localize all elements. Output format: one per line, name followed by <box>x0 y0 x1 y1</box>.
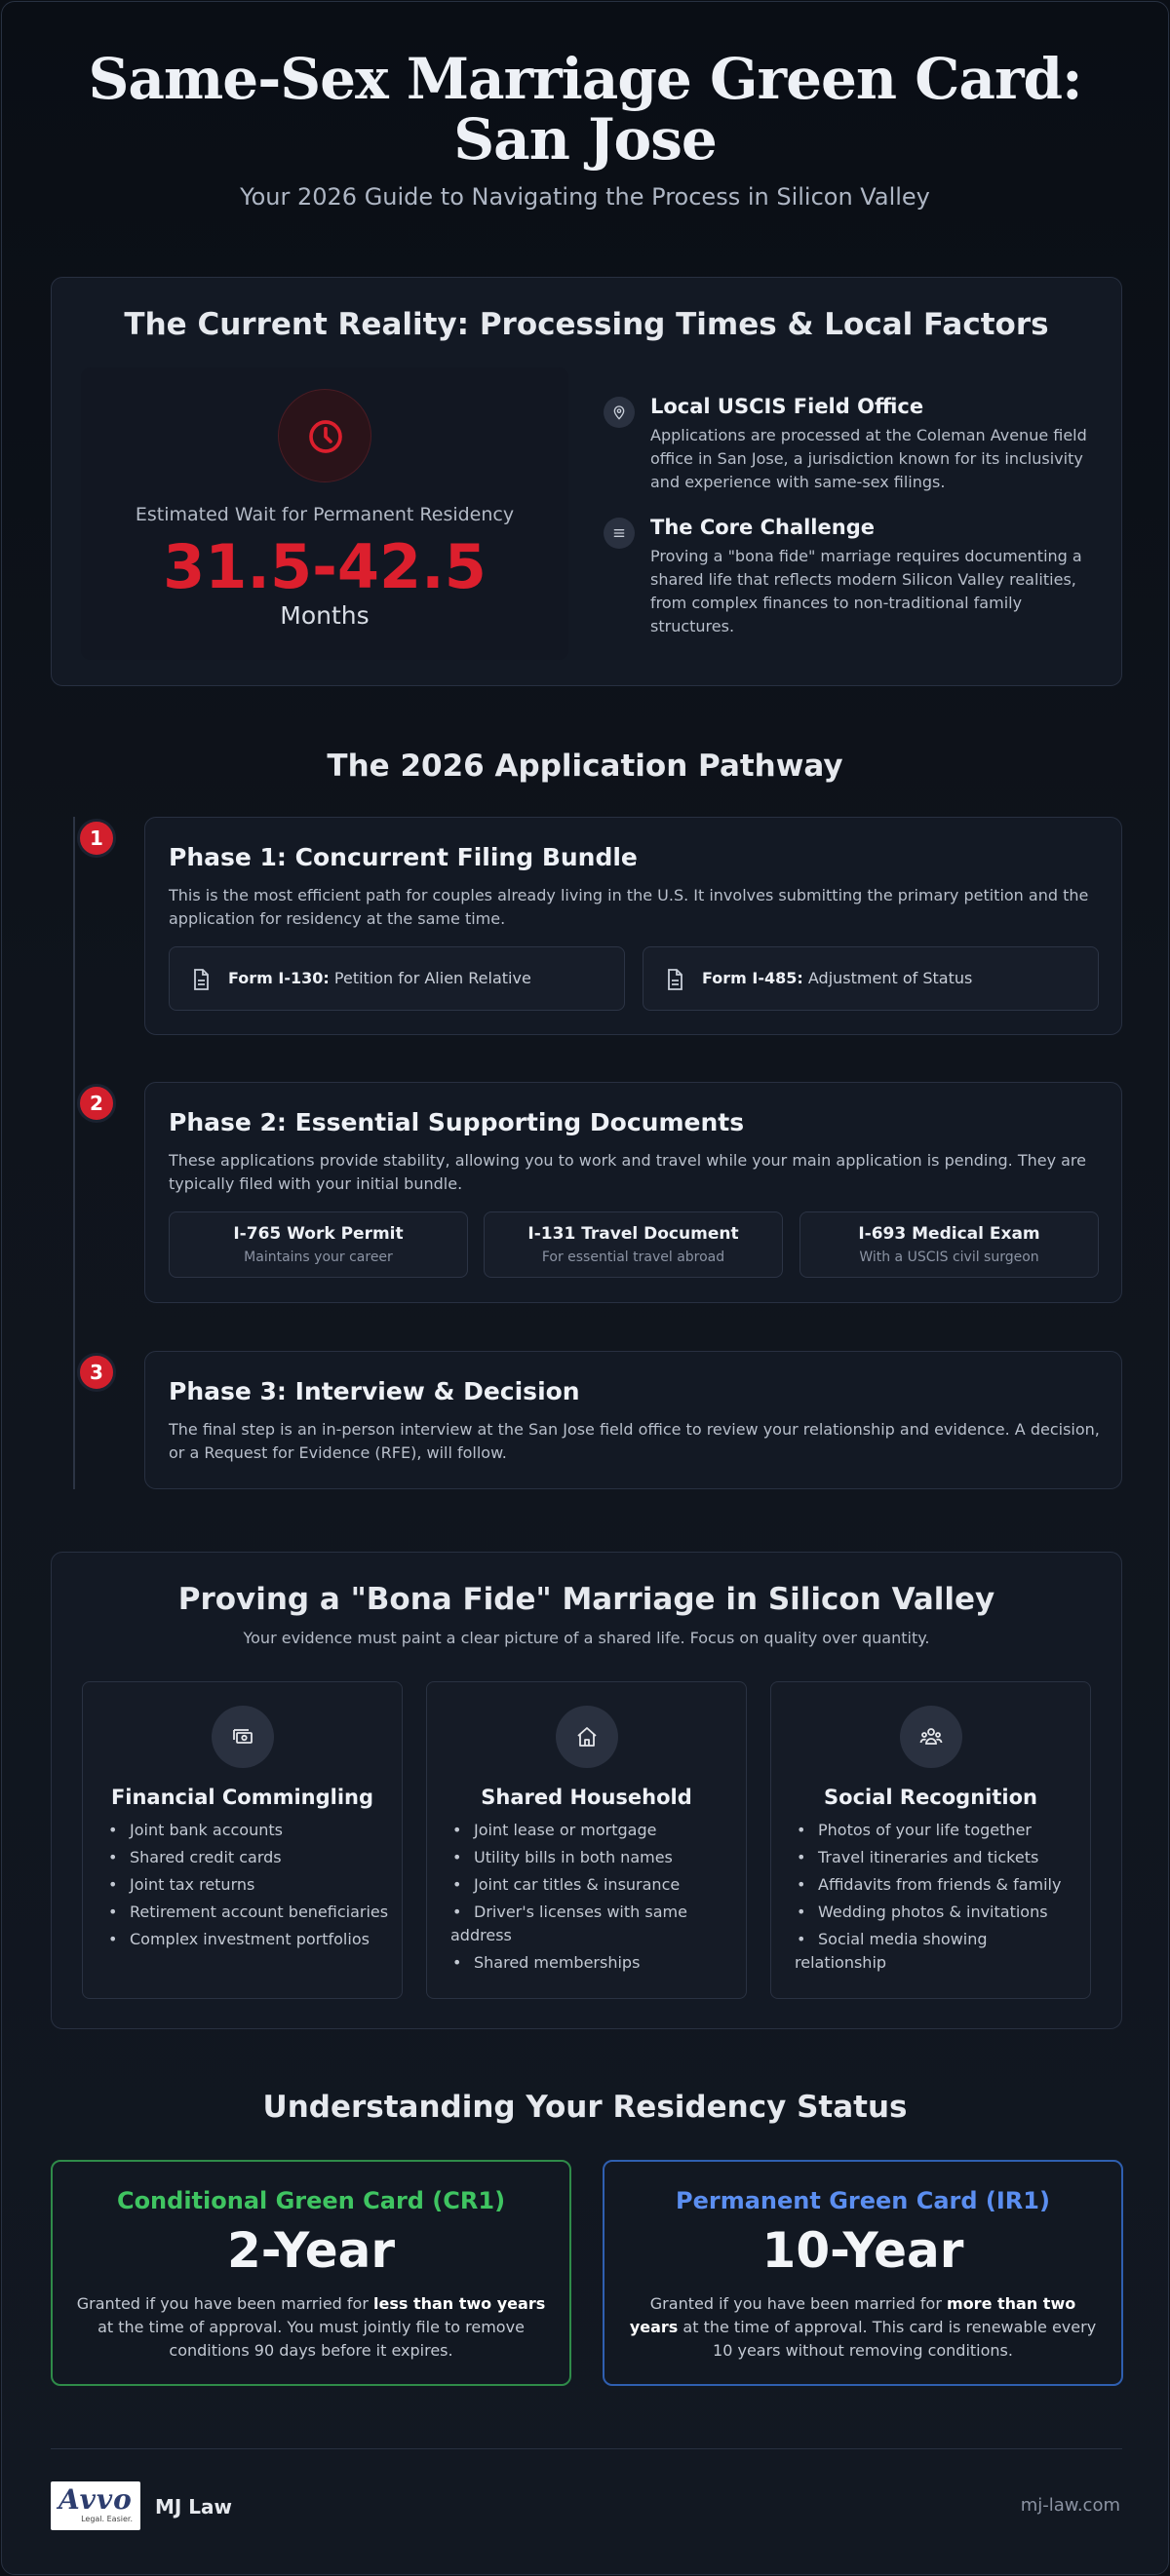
list-item: • Retirement account beneficiaries <box>106 1901 389 1924</box>
evidence-title: Financial Commingling <box>110 1786 374 1809</box>
reality-section <box>51 277 1122 686</box>
avvo-logo[interactable] <box>51 2481 140 2530</box>
wait-panel <box>81 367 568 660</box>
people-icon <box>900 1706 962 1768</box>
phase-title: Phase 3: Interview & Decision <box>169 1377 580 1405</box>
wait-value: 31.5-42.5 <box>163 531 487 602</box>
list-item: • Complex investment portfolios <box>106 1928 389 1951</box>
timeline-line <box>73 817 75 1489</box>
phase-text: The final step is an in-person interview at the San Jose field office to review your relationship and evidence. A decision, or a Request for Evidence (RFE), will follow. <box>169 1420 1100 1462</box>
phase-text: These applications provide stability, allowing you to work and travel while your main application is pending. They are typically filed with your initial bundle. <box>169 1151 1086 1193</box>
list-icon <box>604 518 635 549</box>
doc-title: I-765 Work Permit <box>233 1224 404 1244</box>
evidence-card-financial <box>82 1681 403 1999</box>
list-item: • Driver's licenses with same address <box>450 1901 733 1947</box>
desc-emphasis: less than two years <box>373 2294 546 2313</box>
doc-i693 <box>800 1211 1099 1278</box>
bona-fide-section <box>51 1552 1122 2029</box>
evidence-card-household <box>426 1681 747 1999</box>
bona-fide-title: Proving a "Bona Fide" Marriage in Silicon Valley <box>177 1582 995 1617</box>
home-icon <box>556 1706 618 1768</box>
form-label <box>702 969 972 987</box>
card-value: 10-Year <box>761 2222 964 2279</box>
form-name: Adjustment of Status <box>807 969 973 987</box>
form-code: Form I-485: <box>702 969 803 987</box>
page-subtitle: Your 2026 Guide to Navigating the Process in Silicon Valley <box>240 183 930 211</box>
phase-1-card <box>144 817 1122 1035</box>
list-item: • Wedding photos & invitations <box>795 1901 1077 1924</box>
form-name: Petition for Alien Relative <box>333 969 531 987</box>
card-value: 2-Year <box>226 2222 396 2279</box>
list-item: • Joint car titles & insurance <box>450 1873 733 1897</box>
phase-number: 1 <box>77 819 116 858</box>
list-item: • Social media showing relationship <box>795 1928 1077 1975</box>
desc-text: at the time of approval. This card is renewable every 10 years without removing conditions. <box>678 2318 1097 2360</box>
card-description <box>76 2292 546 2363</box>
doc-i131 <box>484 1211 783 1278</box>
doc-subtitle: With a USCIS civil surgeon <box>859 1250 1039 1265</box>
form-i485 <box>643 946 1099 1011</box>
card-description <box>628 2292 1098 2363</box>
brand-name: MJ Law <box>155 2495 233 2518</box>
evidence-card-social <box>770 1681 1091 1999</box>
phase-title: Phase 2: Essential Supporting Documents <box>169 1108 745 1136</box>
bona-fide-subtitle: Your evidence must paint a clear picture of a shared life. Focus on quality over quantity. <box>243 1629 930 1647</box>
pathway-title: The 2026 Application Pathway <box>327 749 843 784</box>
residency-title: Understanding Your Residency Status <box>262 2090 908 2125</box>
desc-text: Granted if you have been married for <box>76 2294 373 2313</box>
list-item: • Utility bills in both names <box>450 1846 733 1869</box>
evidence-title: Social Recognition <box>824 1786 1037 1809</box>
desc-emphasis: more than two years <box>629 2294 1076 2336</box>
desc-text: Granted if you have been married for <box>649 2294 948 2313</box>
doc-i765 <box>169 1211 468 1278</box>
card-title: Permanent Green Card (IR1) <box>676 2187 1050 2214</box>
wait-unit: Months <box>280 601 370 630</box>
list-item: • Shared memberships <box>450 1951 733 1975</box>
site-link[interactable]: mj-law.com <box>1020 2495 1120 2516</box>
wait-label: Estimated Wait for Permanent Residency <box>135 504 515 525</box>
fact-title: Local USCIS Field Office <box>650 395 924 418</box>
document-icon <box>663 967 686 992</box>
document-icon <box>189 967 213 992</box>
cr1-card <box>51 2160 571 2386</box>
list-item: • Joint tax returns <box>106 1873 389 1897</box>
list-item: • Travel itineraries and tickets <box>795 1846 1077 1869</box>
fact-title: The Core Challenge <box>650 516 875 539</box>
phase-2-card <box>144 1082 1122 1303</box>
doc-title: I-131 Travel Document <box>527 1224 739 1244</box>
doc-subtitle: Maintains your career <box>244 1250 393 1265</box>
evidence-list <box>450 1819 733 1979</box>
list-item: • Shared credit cards <box>106 1846 389 1869</box>
evidence-list <box>795 1819 1077 1979</box>
doc-title: I-693 Medical Exam <box>858 1224 1040 1244</box>
ir1-card <box>603 2160 1123 2386</box>
evidence-list <box>106 1819 389 1955</box>
fact-text: Applications are processed at the Coleman Avenue field office in San Jose, a jurisdiction known for its inclusivity and experience with same-sex filings. <box>650 426 1087 491</box>
list-item: • Joint lease or mortgage <box>450 1819 733 1842</box>
desc-text: at the time of approval. You must jointly file to remove conditions 90 days before it expires. <box>98 2318 525 2360</box>
logo-word: Avvo <box>58 2483 133 2516</box>
form-i130 <box>169 946 625 1011</box>
evidence-title: Shared Household <box>481 1786 692 1809</box>
map-pin-icon <box>604 397 635 428</box>
phase-3-card <box>144 1351 1122 1489</box>
infographic-page <box>1 1 1169 2575</box>
card-title: Conditional Green Card (CR1) <box>116 2187 506 2214</box>
logo-tagline: Legal. Easier. <box>81 2515 133 2523</box>
list-item: • Photos of your life together <box>795 1819 1077 1842</box>
doc-subtitle: For essential travel abroad <box>541 1250 725 1265</box>
list-item: • Joint bank accounts <box>106 1819 389 1842</box>
money-icon <box>212 1706 274 1768</box>
phase-title: Phase 1: Concurrent Filing Bundle <box>169 843 638 871</box>
form-label <box>228 969 531 987</box>
form-code: Form I-130: <box>228 969 330 987</box>
phase-number: 2 <box>77 1084 116 1123</box>
phase-text: This is the most efficient path for couples already living in the U.S. It involves submitting the primary petition and the application for residency at the same time. <box>169 886 1089 928</box>
reality-title: The Current Reality: Processing Times & Local Factors <box>124 307 1049 342</box>
page-title: Same-Sex Marriage Green Card: San Jose <box>88 46 1082 173</box>
clock-icon <box>278 389 371 482</box>
footer-divider <box>51 2448 1122 2449</box>
fact-text: Proving a "bona fide" marriage requires documenting a shared life that reflects modern Silicon Valley realities, from complex finances to non-traditional family structures. <box>650 547 1082 635</box>
phase-number: 3 <box>77 1353 116 1392</box>
list-item: • Affidavits from friends & family <box>795 1873 1077 1897</box>
